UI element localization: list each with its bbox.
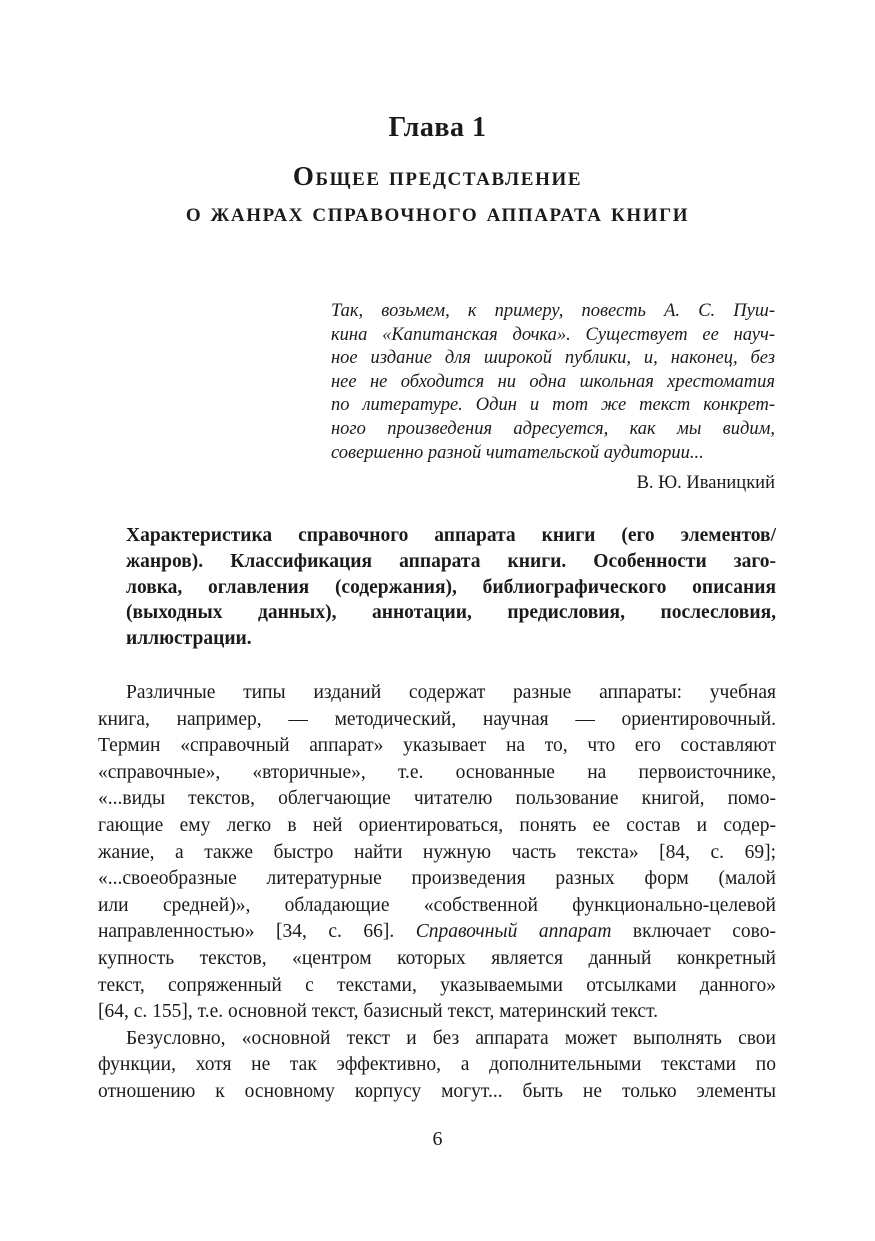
body-line: Термин «справочный аппарат» указывает на то, что его составляют [98,735,776,757]
body-text-segment: направленностью» [34, с. 66]. [98,921,395,943]
epigraph-line: кина «Капитанская дочка». Существует ее науч- [331,324,775,345]
epigraph-line: нее не обходится ни одна школьная хрестоматия [331,371,775,392]
epigraph-line: совершенно разной читательской аудитории... [331,442,704,463]
chapter-label: Глава 1 [388,112,487,143]
summary-line: (выходных данных), аннотации, предисловия, послесловия, [126,602,776,624]
body-line: «...своеобразные литературные произведения разных форм (малой [98,868,776,890]
summary-line: Характеристика справочного аппарата книги (его элементов/ [126,525,776,546]
body-line-mixed [98,919,776,946]
chapter-title [60,158,815,230]
epigraph-line: по литературе. Один и тот же текст конкрет- [331,395,775,416]
summary-line: иллюстрации. [126,628,252,650]
body-text [98,680,776,1106]
body-line: «справочные», «вторичные», т.е. основанные на первоисточнике, [98,761,776,783]
body-line: гающие ему легко в ней ориентироваться, понять ее состав и содер- [98,814,776,836]
epigraph-author: В. Ю. Иваницкий [636,473,775,493]
body-text-emphasis: Справочный аппарат [415,921,612,943]
epigraph-line: ного произведения адресуется, как мы видим, [331,418,775,439]
body-line: Безусловно, «основной текст и без аппарата может выполнять свои [126,1027,776,1049]
body-line: Различные типы изданий содержат разные аппараты: учебная [126,682,776,703]
chapter-title-line: Общее представление [292,161,583,191]
body-line: купность текстов, «центром которых является данный конкретный [98,947,776,969]
body-line: [64, с. 155], т.е. основной текст, базисный текст, материнский текст. [98,1001,659,1023]
body-text-segment: включает сово- [611,921,776,943]
body-line: текст, сопряженный с текстами, указываемыми отсылками данного» [98,974,776,996]
epigraph [331,300,775,465]
chapter-title-line: о жанрах справочного аппарата книги [185,197,690,227]
epigraph-line: ное издание для широкой публики, и, наконец, без [331,348,775,369]
chapter-summary [126,523,776,652]
summary-line: ловка, оглавления (содержания), библиографического описания [126,576,776,598]
body-line: жание, а также быстро найти нужную часть текста» [84, с. 69]; [98,841,776,863]
page-number: 6 [432,1128,443,1150]
epigraph-line: Так, возьмем, к примеру, повесть А. С. Пуш- [331,301,775,321]
body-line: книга, например, — методический, научная — ориентировочный. [98,708,776,730]
body-line: «...виды текстов, облегчающие читателю пользование книгой, помо- [98,788,776,810]
summary-line: жанров). Классификация аппарата книги. Особенности заго- [126,550,776,572]
body-line: или средней)», обладающие «собственной функционально-целевой [98,894,776,916]
body-line: функции, хотя не так эффективно, а дополнительными текстами по [98,1054,776,1076]
body-line: отношению к основному корпусу могут... быть не только элементы [98,1080,776,1102]
